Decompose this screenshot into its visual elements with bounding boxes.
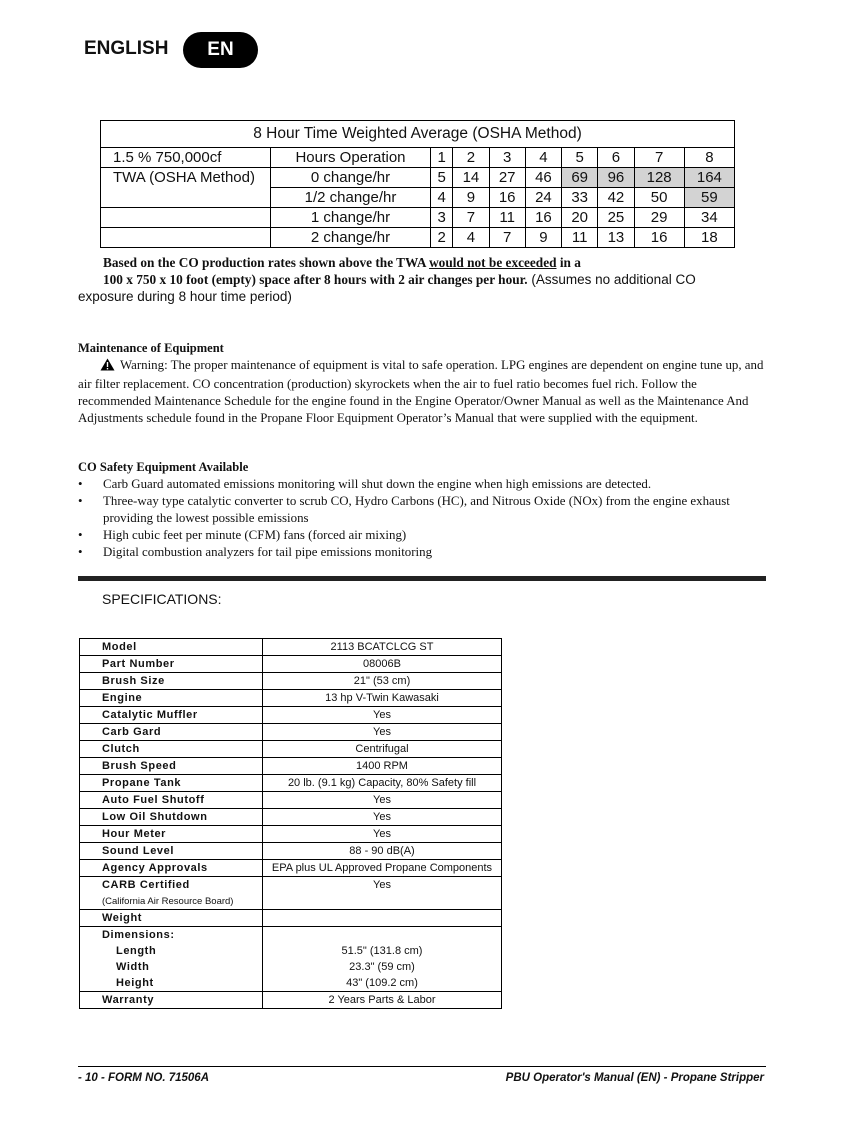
spec-value: Yes bbox=[263, 792, 502, 809]
spec-key: Part Number bbox=[80, 656, 263, 673]
language-badge: EN bbox=[183, 32, 258, 68]
twa-cell: 29 bbox=[634, 208, 684, 228]
specifications-table bbox=[79, 638, 502, 1009]
spec-row bbox=[80, 792, 502, 809]
twa-note bbox=[78, 254, 768, 305]
twa-empty-cell bbox=[101, 188, 271, 208]
spec-value: 08006B bbox=[263, 656, 502, 673]
co-safety-list bbox=[78, 476, 768, 561]
spec-key: Auto Fuel Shutoff bbox=[80, 792, 263, 809]
spec-key: Height bbox=[80, 975, 263, 992]
spec-row bbox=[80, 639, 502, 656]
twa-title-row bbox=[101, 121, 735, 148]
spec-row bbox=[80, 809, 502, 826]
note-text: 100 x 750 x 10 foot (empty) space after 8 hours with 2 air changes per hour. bbox=[103, 272, 528, 287]
spec-key: Carb Gard bbox=[80, 724, 263, 741]
twa-cell: 5 bbox=[431, 168, 453, 188]
note-text: (Assumes no additional CO bbox=[527, 272, 696, 287]
spec-value: Yes bbox=[263, 809, 502, 826]
spec-row bbox=[80, 673, 502, 690]
twa-cell: 2 bbox=[431, 228, 453, 248]
twa-cell: 16 bbox=[525, 208, 561, 228]
bullet-icon: • bbox=[78, 494, 83, 508]
twa-row-half-change bbox=[101, 188, 735, 208]
twa-hour-cell: 2 bbox=[453, 148, 489, 168]
twa-cell: 128 bbox=[634, 168, 684, 188]
spec-value bbox=[263, 910, 502, 927]
spec-key: Propane Tank bbox=[80, 775, 263, 792]
twa-cell: 14 bbox=[453, 168, 489, 188]
carb-note: (California Air Resource Board) bbox=[102, 896, 234, 907]
spec-row bbox=[80, 860, 502, 877]
spec-value: 13 hp V-Twin Kawasaki bbox=[263, 690, 502, 707]
spec-row bbox=[80, 775, 502, 792]
twa-cell: 9 bbox=[525, 228, 561, 248]
spec-key: Weight bbox=[80, 910, 263, 927]
twa-cell: 24 bbox=[525, 188, 561, 208]
twa-hour-cell: 7 bbox=[634, 148, 684, 168]
note-text: Based on the CO production rates shown above the TWA bbox=[103, 255, 430, 270]
twa-row-hours bbox=[101, 148, 735, 168]
spec-row bbox=[80, 656, 502, 673]
twa-cell: 42 bbox=[598, 188, 634, 208]
twa-cell: 59 bbox=[684, 188, 734, 208]
twa-rate-label: 2 change/hr bbox=[271, 228, 431, 248]
twa-cell: 25 bbox=[598, 208, 634, 228]
twa-row-label: 1.5 % 750,000cf bbox=[101, 148, 271, 168]
twa-cell: 34 bbox=[684, 208, 734, 228]
twa-hour-cell: 5 bbox=[562, 148, 598, 168]
section-divider bbox=[78, 576, 766, 581]
bullet-icon: • bbox=[78, 477, 83, 491]
twa-cell: 16 bbox=[489, 188, 525, 208]
spec-value: 20 lb. (9.1 kg) Capacity, 80% Safety fill bbox=[263, 775, 502, 792]
spec-value: 2 Years Parts & Labor bbox=[263, 992, 502, 1009]
twa-cell: 33 bbox=[562, 188, 598, 208]
spec-key: Catalytic Muffler bbox=[80, 707, 263, 724]
spec-row bbox=[80, 707, 502, 724]
twa-title: 8 Hour Time Weighted Average (OSHA Method) bbox=[101, 121, 735, 148]
twa-row-label: TWA (OSHA Method) bbox=[101, 168, 271, 188]
footer-form-number: - 10 - FORM NO. 71506A bbox=[78, 1072, 210, 1084]
spec-row bbox=[80, 910, 502, 927]
spec-row bbox=[80, 690, 502, 707]
twa-hour-cell: 1 bbox=[431, 148, 453, 168]
spec-row bbox=[80, 877, 502, 894]
spec-value: Yes bbox=[263, 826, 502, 843]
maintenance-paragraph bbox=[78, 357, 768, 427]
spec-row bbox=[80, 826, 502, 843]
twa-cell: 18 bbox=[684, 228, 734, 248]
spec-value: 43" (109.2 cm) bbox=[263, 975, 502, 992]
list-item: • Carb Guard automated emissions monitoring will shut down the engine when high emissions are detected. bbox=[78, 477, 652, 491]
spec-key-note bbox=[80, 893, 263, 910]
co-safety-section bbox=[78, 459, 768, 561]
twa-table bbox=[100, 120, 735, 248]
twa-hours-label: Hours Operation bbox=[271, 148, 431, 168]
spec-value bbox=[263, 927, 502, 944]
spec-value: Yes bbox=[263, 724, 502, 741]
note-text: exposure during 8 hour time period) bbox=[78, 289, 292, 304]
note-text: in a bbox=[556, 255, 581, 270]
spec-key: Low Oil Shutdown bbox=[80, 809, 263, 826]
spec-value: 2113 BCATCLCG ST bbox=[263, 639, 502, 656]
twa-hour-cell: 3 bbox=[489, 148, 525, 168]
spec-row bbox=[80, 724, 502, 741]
spec-row bbox=[80, 843, 502, 860]
twa-cell: 7 bbox=[489, 228, 525, 248]
list-item: • Digital combustion analyzers for tail pipe emissions monitoring bbox=[78, 545, 433, 559]
bullet-icon: • bbox=[78, 545, 83, 559]
spec-value bbox=[263, 893, 502, 910]
twa-cell: 3 bbox=[431, 208, 453, 228]
spec-key: Brush Speed bbox=[80, 758, 263, 775]
twa-hour-cell: 8 bbox=[684, 148, 734, 168]
twa-rate-label: 1/2 change/hr bbox=[271, 188, 431, 208]
twa-cell: 16 bbox=[634, 228, 684, 248]
spec-key: Agency Approvals bbox=[80, 860, 263, 877]
maintenance-text: Warning: The proper maintenance of equipment is vital to safe operation. LPG engines are dependent on engine tune up, and air filter replacement. CO concentration (production) skyrockets when the air to fuel ratio becomes fuel rich. Follow the recommended Maintenance Schedule for the engine found in the Engine Operator/Owner Manual as well as the Maintenance And Adjustments schedule found in the Propane Floor Equipment Operator’s Manual that were supplied with the equipment. bbox=[78, 358, 764, 425]
spec-row bbox=[80, 741, 502, 758]
spec-value: EPA plus UL Approved Propane Components bbox=[263, 860, 502, 877]
spec-key: Brush Size bbox=[80, 673, 263, 690]
spec-value: 23.3" (59 cm) bbox=[263, 959, 502, 975]
twa-empty-cell bbox=[101, 228, 271, 248]
spec-key: Engine bbox=[80, 690, 263, 707]
list-item: • High cubic feet per minute (CFM) fans (forced air mixing) bbox=[78, 528, 407, 542]
twa-rate-label: 0 change/hr bbox=[271, 168, 431, 188]
spec-key: Dimensions: bbox=[80, 927, 263, 944]
spec-key: CARB Certified bbox=[80, 877, 263, 894]
spec-key: Hour Meter bbox=[80, 826, 263, 843]
footer-divider bbox=[78, 1066, 766, 1067]
twa-row-0-change bbox=[101, 168, 735, 188]
spec-row bbox=[80, 893, 502, 910]
twa-hour-cell: 4 bbox=[525, 148, 561, 168]
twa-cell: 7 bbox=[453, 208, 489, 228]
maintenance-section bbox=[78, 340, 768, 427]
spec-value: 51.5" (131.8 cm) bbox=[263, 943, 502, 959]
twa-cell: 46 bbox=[525, 168, 561, 188]
twa-hour-cell: 6 bbox=[598, 148, 634, 168]
co-safety-heading: CO Safety Equipment Available bbox=[78, 460, 249, 474]
spec-row bbox=[80, 975, 502, 992]
twa-cell: 4 bbox=[453, 228, 489, 248]
twa-cell: 11 bbox=[562, 228, 598, 248]
spec-row bbox=[80, 959, 502, 975]
note-underline: would not be exceeded bbox=[429, 255, 557, 270]
spec-row bbox=[80, 992, 502, 1009]
warning-icon bbox=[100, 358, 115, 376]
spec-value: Yes bbox=[263, 877, 502, 894]
spec-key: Model bbox=[80, 639, 263, 656]
spec-key: Length bbox=[80, 943, 263, 959]
spec-value: 1400 RPM bbox=[263, 758, 502, 775]
bullet-icon: • bbox=[78, 528, 83, 542]
specifications-title: SPECIFICATIONS: bbox=[102, 591, 222, 607]
language-label: ENGLISH bbox=[84, 38, 169, 59]
twa-cell: 13 bbox=[598, 228, 634, 248]
twa-cell: 69 bbox=[562, 168, 598, 188]
spec-value: 88 - 90 dB(A) bbox=[263, 843, 502, 860]
twa-row-2-change bbox=[101, 228, 735, 248]
twa-cell: 4 bbox=[431, 188, 453, 208]
spec-value: 21" (53 cm) bbox=[263, 673, 502, 690]
twa-cell: 20 bbox=[562, 208, 598, 228]
twa-row-1-change bbox=[101, 208, 735, 228]
spec-key: Warranty bbox=[80, 992, 263, 1009]
spec-row bbox=[80, 758, 502, 775]
maintenance-heading: Maintenance of Equipment bbox=[78, 341, 224, 355]
spec-value: Centrifugal bbox=[263, 741, 502, 758]
twa-cell: 50 bbox=[634, 188, 684, 208]
spec-key: Sound Level bbox=[80, 843, 263, 860]
spec-row bbox=[80, 927, 502, 944]
twa-cell: 11 bbox=[489, 208, 525, 228]
twa-cell: 27 bbox=[489, 168, 525, 188]
twa-cell: 9 bbox=[453, 188, 489, 208]
spec-row bbox=[80, 943, 502, 959]
spec-key: Width bbox=[80, 959, 263, 975]
spec-value: Yes bbox=[263, 707, 502, 724]
twa-cell: 96 bbox=[598, 168, 634, 188]
list-item: • Three-way type catalytic converter to scrub CO, Hydro Carbons (HC), and Nitrous Oxide (NOx) from the engine exhaust providing the lowest possible emissions bbox=[78, 494, 730, 525]
twa-rate-label: 1 change/hr bbox=[271, 208, 431, 228]
twa-cell: 164 bbox=[684, 168, 734, 188]
twa-empty-cell bbox=[101, 208, 271, 228]
spec-key: Clutch bbox=[80, 741, 263, 758]
footer-manual-title: PBU Operator's Manual (EN) - Propane Stripper bbox=[505, 1072, 764, 1084]
